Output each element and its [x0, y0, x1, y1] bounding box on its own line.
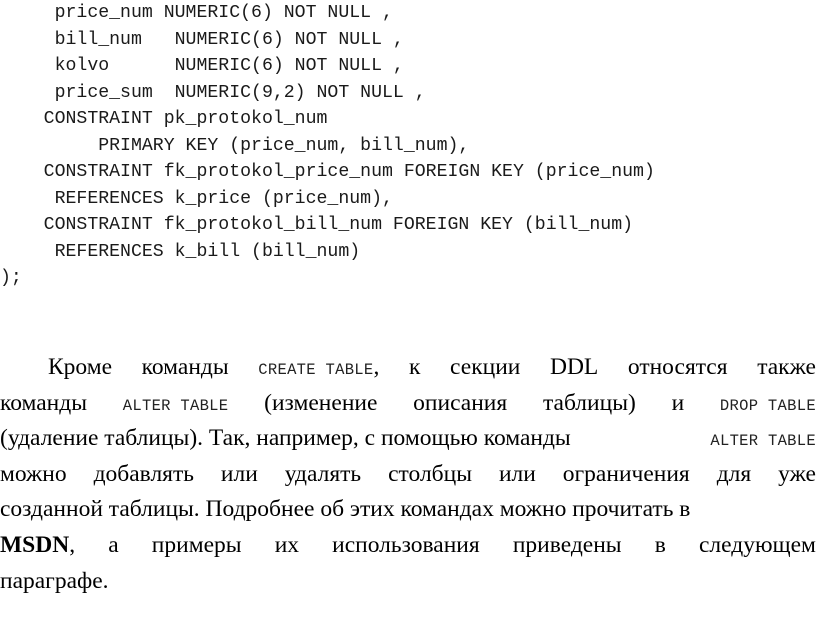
word: Кроме — [48, 354, 113, 380]
word: команды — [141, 354, 229, 380]
word: таблицы) — [542, 389, 636, 416]
code-line: CONSTRAINT pk_protokol_num — [0, 109, 328, 129]
code-line: CONSTRAINT fk_protokol_price_num FOREIGN KEY (price_num) — [0, 162, 655, 182]
word: и — [671, 389, 685, 416]
code-line: ); — [0, 268, 22, 288]
word: а — [108, 531, 119, 558]
msdn-reference: MSDN — [0, 531, 70, 558]
paragraph-line-1 — [0, 350, 816, 386]
word: относятся — [627, 354, 728, 380]
word: для — [716, 460, 752, 487]
paragraph-line-4 — [0, 457, 816, 493]
word: параграфе. — [0, 567, 109, 594]
sql-code-block — [0, 0, 655, 292]
paragraph-line-6 — [0, 528, 816, 564]
word: примеры — [151, 531, 242, 558]
word: их — [274, 531, 300, 558]
paragraph-line-3 — [0, 421, 816, 457]
code-line: PRIMARY KEY (price_num, bill_num), — [0, 135, 470, 156]
word: , — [69, 531, 76, 558]
paragraph-line-5 — [0, 492, 816, 528]
word: команды — [0, 389, 87, 416]
word: уже — [778, 460, 816, 487]
paragraph-line-2 — [0, 386, 816, 422]
keyword-alter-table: ALTER TABLE — [122, 396, 229, 415]
word: или — [498, 460, 536, 487]
word: или — [220, 460, 258, 487]
code-line: kolvo NUMERIC(6) NOT NULL , — [0, 56, 404, 76]
code-line: REFERENCES k_bill (bill_num) — [0, 241, 361, 262]
word: , — [373, 354, 380, 380]
word: к — [409, 354, 421, 380]
text-run: (удаление таблицы). Так, например, с помощью команды — [0, 425, 571, 452]
word: приведены — [512, 531, 622, 558]
word: секции — [450, 354, 521, 380]
word: ограничения — [562, 460, 690, 487]
keyword-create-table: CREATE TABLE — [258, 361, 374, 379]
word: добавлять — [93, 460, 194, 487]
word: также — [757, 354, 816, 380]
code-line: price_num NUMERIC(6) NOT NULL , — [0, 3, 393, 23]
paragraph-line-7 — [0, 564, 816, 600]
word: столбцы — [388, 460, 472, 487]
text-run: созданной таблицы. Подробнее об этих командах можно прочитать в — [0, 496, 691, 523]
word: описания — [413, 389, 508, 416]
word: (изменение — [264, 389, 378, 416]
word: в — [654, 531, 666, 558]
keyword-alter-table: ALTER TABLE — [710, 432, 816, 451]
code-line: CONSTRAINT fk_protokol_bill_num FOREIGN KEY (bill_num) — [0, 215, 634, 235]
word: следующем — [698, 531, 816, 558]
code-line: REFERENCES k_price (price_num), — [0, 188, 393, 209]
word: удалять — [284, 460, 362, 487]
keyword-drop-table: DROP TABLE — [719, 396, 816, 415]
word: можно — [0, 460, 67, 487]
word: DDL — [549, 354, 599, 380]
word: использования — [332, 531, 480, 558]
code-line: bill_num NUMERIC(6) NOT NULL , — [0, 29, 404, 50]
body-paragraph — [0, 350, 816, 599]
code-line: price_sum NUMERIC(9,2) NOT NULL , — [0, 82, 426, 103]
